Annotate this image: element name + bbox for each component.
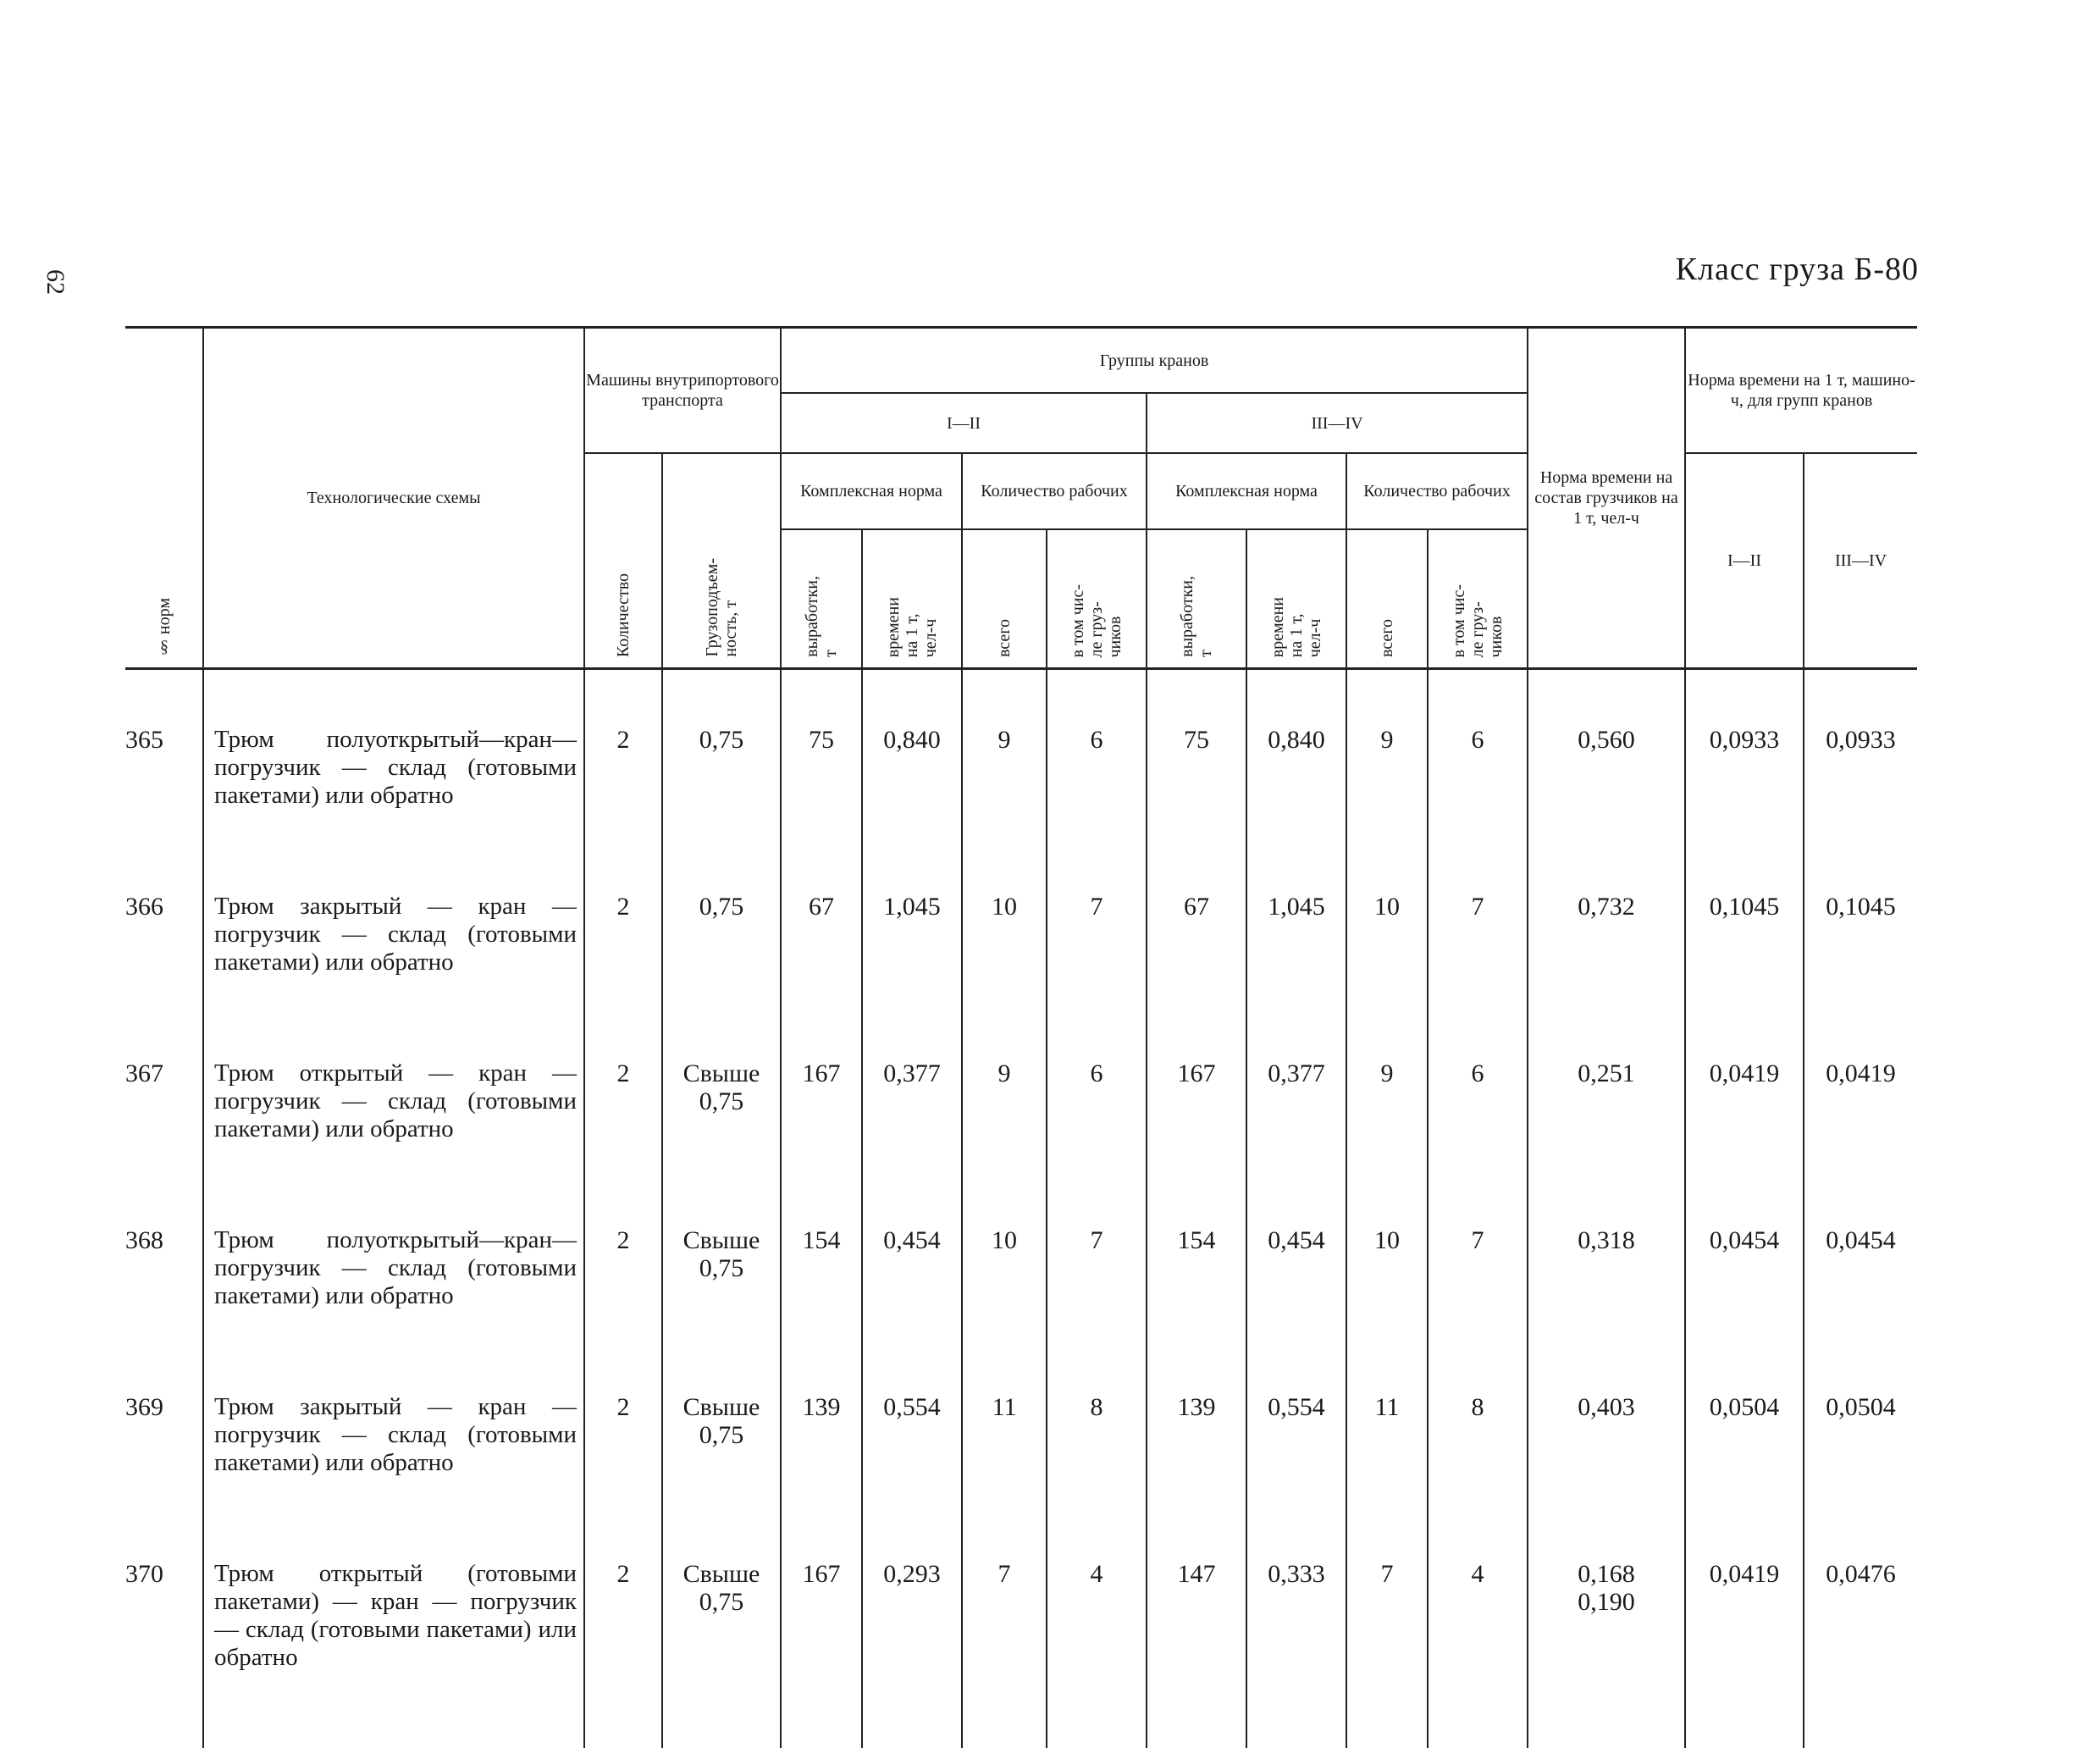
cell-scheme: Трюм открытый (готовыми пакетами) — кран — погрузчик — склад (готовыми пакетами) или обратно [203, 1504, 584, 1672]
spacer-cell [203, 1672, 584, 1748]
cell-qty: 2 [584, 1337, 662, 1504]
header-total-2 [1346, 529, 1428, 669]
cell-time-2: 0,377 [1246, 1004, 1346, 1170]
header-output-2 [1147, 529, 1246, 669]
header-loaders-1-label: в том чис- ле груз- чиков [1069, 584, 1125, 658]
spacer-cell [125, 1672, 203, 1748]
cell-time-1: 1,045 [862, 837, 962, 1004]
header-mn-group-1 [1685, 453, 1804, 669]
cell-time-1: 0,840 [862, 669, 962, 838]
cell-loaders-1: 6 [1047, 1004, 1147, 1170]
cell-mn-1: 0,0419 [1685, 1504, 1804, 1672]
header-crane-groups-label: Группы кранов [1100, 351, 1209, 370]
header-workers-2 [1346, 453, 1528, 529]
cell-norm-no: 367 [125, 1004, 203, 1170]
header-machines-qty-label: Количество [614, 573, 633, 657]
header-complex-norm-1 [781, 453, 962, 529]
cell-loaders-1: 4 [1047, 1504, 1147, 1672]
cell-mn-1: 0,1045 [1685, 837, 1804, 1004]
header-machines-qty [584, 453, 662, 669]
header-machines-capacity-label: Грузоподъем- ность, т [703, 558, 740, 657]
header-time-1-label: времени на 1 т, чел-ч [884, 597, 940, 657]
cell-time-2: 0,554 [1246, 1337, 1346, 1504]
spacer-cell [781, 1672, 862, 1748]
cell-mn-2: 0,0476 [1804, 1504, 1917, 1672]
cell-time-1: 0,554 [862, 1337, 962, 1504]
cell-loader-norm: 0,732 [1528, 837, 1685, 1004]
spacer-cell [1528, 1672, 1685, 1748]
table-header [125, 328, 1917, 669]
table-body [125, 669, 1917, 1748]
table-row [125, 837, 1917, 1004]
cell-mn-2: 0,0504 [1804, 1337, 1917, 1504]
header-output-1-label: выработки, т [803, 576, 840, 657]
cell-total-1: 10 [962, 1170, 1047, 1337]
header-complex-norm-1-label: Комплексная норма [800, 482, 942, 501]
cell-time-2: 0,454 [1246, 1170, 1346, 1337]
cell-time-1: 0,293 [862, 1504, 962, 1672]
table-row [125, 669, 1917, 838]
cell-norm-no: 370 [125, 1504, 203, 1672]
header-time-2-label: времени на 1 т, чел-ч [1268, 597, 1324, 657]
cell-total-2: 10 [1346, 837, 1428, 1004]
spacer-cell [1047, 1672, 1147, 1748]
cell-loaders-2: 7 [1428, 1170, 1528, 1337]
header-group-2 [1147, 393, 1528, 453]
cell-output-2: 154 [1147, 1170, 1246, 1337]
cell-capacity: Свыше 0,75 [662, 1004, 781, 1170]
header-norm-no-label: § норм [155, 598, 174, 657]
cell-loaders-2: 4 [1428, 1504, 1528, 1672]
cell-capacity: 0,75 [662, 837, 781, 1004]
cell-loader-norm: 0,318 [1528, 1170, 1685, 1337]
cell-scheme: Трюм закрытый — кран — погрузчик — склад (готовыми пакетами) или обратно [203, 1337, 584, 1504]
spacer-cell [1685, 1672, 1804, 1748]
table-bottom-spacer [125, 1672, 1917, 1748]
cell-mn-1: 0,0419 [1685, 1004, 1804, 1170]
cell-mn-1: 0,0933 [1685, 669, 1804, 838]
cell-mn-2: 0,0419 [1804, 1004, 1917, 1170]
header-loaders-2-label: в том чис- ле груз- чиков [1450, 584, 1506, 658]
cell-mn-2: 0,0933 [1804, 669, 1917, 838]
header-mn-group-1-label: I—II [1727, 551, 1761, 570]
cell-loaders-2: 6 [1428, 1004, 1528, 1170]
header-loaders-2 [1428, 529, 1528, 669]
cell-total-1: 10 [962, 837, 1047, 1004]
cell-time-2: 0,840 [1246, 669, 1346, 838]
cell-output-1: 67 [781, 837, 862, 1004]
cell-loaders-1: 7 [1047, 837, 1147, 1004]
cell-output-1: 139 [781, 1337, 862, 1504]
header-output-1 [781, 529, 862, 669]
cell-loader-norm: 0,403 [1528, 1337, 1685, 1504]
cell-time-1: 0,377 [862, 1004, 962, 1170]
header-loader-norm-label: Норма времени на состав грузчиков на 1 т, чел-ч [1534, 468, 1677, 528]
cell-qty: 2 [584, 1504, 662, 1672]
header-workers-2-label: Количество рабочих [1363, 482, 1510, 501]
cell-loaders-1: 8 [1047, 1337, 1147, 1504]
header-machine-norm-label: Норма времени на 1 т, машино-ч, для групп кранов [1688, 371, 1915, 410]
header-group-1 [781, 393, 1147, 453]
cell-mn-1: 0,0454 [1685, 1170, 1804, 1337]
cell-loaders-1: 6 [1047, 669, 1147, 838]
header-machines-label: Машины внутрипортового транспорта [586, 371, 779, 410]
header-total-2-label: всего [1378, 619, 1396, 657]
header-group-2-label: III—IV [1311, 414, 1362, 433]
cell-capacity: Свыше 0,75 [662, 1504, 781, 1672]
cell-loader-norm: 0,168 0,190 [1528, 1504, 1685, 1672]
spacer-cell [1246, 1672, 1346, 1748]
cell-total-1: 9 [962, 1004, 1047, 1170]
header-complex-norm-2-label: Комплексная норма [1175, 482, 1318, 501]
header-total-1-label: всего [995, 619, 1014, 657]
cell-output-2: 75 [1147, 669, 1246, 838]
spacer-cell [584, 1672, 662, 1748]
spacer-cell [1147, 1672, 1246, 1748]
cell-norm-no: 368 [125, 1170, 203, 1337]
header-total-1 [962, 529, 1047, 669]
cell-loaders-2: 7 [1428, 837, 1528, 1004]
spacer-cell [862, 1672, 962, 1748]
header-machines-capacity [662, 453, 781, 669]
cell-capacity: 0,75 [662, 669, 781, 838]
cell-norm-no: 365 [125, 669, 203, 838]
header-time-2 [1246, 529, 1346, 669]
spacer-cell [1804, 1672, 1917, 1748]
cell-output-1: 154 [781, 1170, 862, 1337]
page-number: 62 [41, 269, 69, 295]
table-row [125, 1337, 1917, 1504]
table-row [125, 1004, 1917, 1170]
cell-loaders-1: 7 [1047, 1170, 1147, 1337]
cell-mn-2: 0,0454 [1804, 1170, 1917, 1337]
header-machine-norm [1685, 328, 1917, 454]
cell-total-1: 11 [962, 1337, 1047, 1504]
header-loader-norm [1528, 328, 1685, 669]
cell-time-2: 0,333 [1246, 1504, 1346, 1672]
cell-output-1: 167 [781, 1004, 862, 1170]
header-crane-groups [781, 328, 1528, 394]
cell-capacity: Свыше 0,75 [662, 1337, 781, 1504]
header-complex-norm-2 [1147, 453, 1346, 529]
norms-table [125, 326, 1917, 1748]
cell-total-1: 9 [962, 669, 1047, 838]
spacer-cell [662, 1672, 781, 1748]
header-output-2-label: выработки, т [1178, 576, 1215, 657]
cell-output-2: 67 [1147, 837, 1246, 1004]
header-tech-schemes [203, 328, 584, 669]
cell-loaders-2: 8 [1428, 1337, 1528, 1504]
cell-total-1: 7 [962, 1504, 1047, 1672]
header-mn-group-2 [1804, 453, 1917, 669]
header-machines [584, 328, 781, 454]
cell-norm-no: 369 [125, 1337, 203, 1504]
cell-output-1: 167 [781, 1504, 862, 1672]
spacer-cell [1428, 1672, 1528, 1748]
cell-total-2: 9 [1346, 1004, 1428, 1170]
header-norm-no [125, 328, 203, 669]
cell-total-2: 9 [1346, 669, 1428, 838]
cell-norm-no: 366 [125, 837, 203, 1004]
cell-loaders-2: 6 [1428, 669, 1528, 838]
cell-output-1: 75 [781, 669, 862, 838]
cell-output-2: 147 [1147, 1504, 1246, 1672]
norms-table-container [125, 326, 1917, 1748]
header-loaders-1 [1047, 529, 1147, 669]
spacer-cell [1346, 1672, 1428, 1748]
cell-total-2: 10 [1346, 1170, 1428, 1337]
cell-mn-1: 0,0504 [1685, 1337, 1804, 1504]
cell-scheme: Трюм открытый — кран — погрузчик — склад (готовыми пакетами) или обратно [203, 1004, 584, 1170]
cell-loader-norm: 0,251 [1528, 1004, 1685, 1170]
cell-scheme: Трюм полуоткрытый—кран—погрузчик — склад (готовыми пакетами) или обратно [203, 1170, 584, 1337]
header-mn-group-2-label: III—IV [1835, 551, 1887, 570]
cell-output-2: 167 [1147, 1004, 1246, 1170]
cell-qty: 2 [584, 837, 662, 1004]
header-tech-schemes-label: Технологические схемы [307, 489, 480, 507]
cell-capacity: Свыше 0,75 [662, 1170, 781, 1337]
cell-scheme: Трюм закрытый — кран — погрузчик — склад (готовыми пакетами) или обратно [203, 837, 584, 1004]
spacer-cell [962, 1672, 1047, 1748]
cargo-class-title: Класс груза Б-80 [1676, 251, 1919, 288]
cell-qty: 2 [584, 669, 662, 838]
cell-qty: 2 [584, 1004, 662, 1170]
cell-time-2: 1,045 [1246, 837, 1346, 1004]
header-workers-1 [962, 453, 1147, 529]
header-time-1 [862, 529, 962, 669]
header-group-1-label: I—II [947, 414, 981, 433]
header-workers-1-label: Количество рабочих [981, 482, 1127, 501]
cell-scheme: Трюм полуоткрытый—кран—погрузчик — склад (готовыми пакетами) или обратно [203, 669, 584, 838]
cell-total-2: 11 [1346, 1337, 1428, 1504]
cell-qty: 2 [584, 1170, 662, 1337]
cell-mn-2: 0,1045 [1804, 837, 1917, 1004]
cell-loader-norm: 0,560 [1528, 669, 1685, 838]
cell-total-2: 7 [1346, 1504, 1428, 1672]
table-row [125, 1504, 1917, 1672]
table-row [125, 1170, 1917, 1337]
cell-time-1: 0,454 [862, 1170, 962, 1337]
cell-output-2: 139 [1147, 1337, 1246, 1504]
